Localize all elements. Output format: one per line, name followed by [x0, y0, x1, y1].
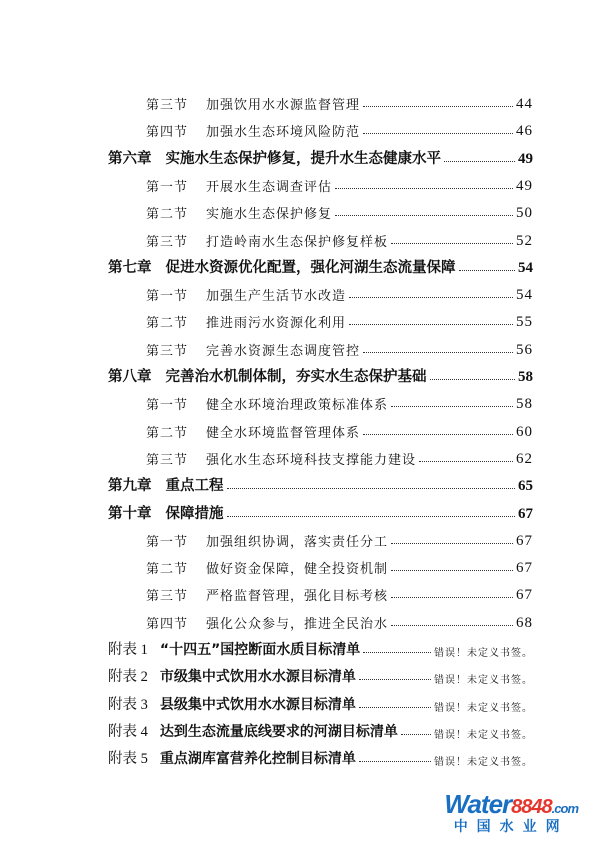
toc-entry-number: 第二节 [146, 316, 189, 332]
toc-entry-number: 第八章 [108, 369, 152, 385]
toc-entry-page: 65 [518, 478, 533, 495]
toc-entry-number: 第七章 [108, 259, 152, 276]
toc-entry-heading [146, 340, 360, 359]
toc-section-entry[interactable] [146, 91, 533, 113]
toc-entry-number: 第六章 [108, 150, 152, 167]
toc-entry-page: 46 [516, 123, 533, 140]
toc-entry-title: 市级集中式饮用水水源目标清单 [159, 669, 356, 686]
toc-chapter-entry[interactable] [108, 501, 533, 523]
toc-entry-page: 44 [516, 96, 533, 112]
toc-entry-number: 附表 3 [108, 696, 148, 713]
toc-entry-number: 附表 4 [108, 723, 148, 740]
toc-dot-leader [391, 624, 513, 626]
toc-dot-leader [391, 542, 513, 544]
toc-entry-page: 67 [516, 532, 533, 549]
toc-entry-title: 推进雨污水资源化利用 [206, 316, 347, 332]
toc-entry-number: 第三节 [146, 343, 189, 359]
toc-entry-title: 促进水资源优化配置，强化河湖生态流量保障 [165, 259, 456, 276]
toc-dot-leader [391, 242, 513, 244]
toc-section-entry[interactable] [146, 419, 533, 441]
toc-entry-title: 开展水生态调查评估 [206, 179, 333, 195]
toc-dot-leader [419, 460, 513, 462]
toc-section-entry[interactable] [146, 610, 533, 632]
toc-section-entry[interactable] [146, 446, 533, 468]
toc-section-entry[interactable] [146, 555, 533, 577]
toc-entry-page: 58 [516, 396, 533, 413]
toc-entry-title: 县级集中式饮用水水源目标清单 [159, 696, 356, 713]
toc-entry-heading [108, 747, 356, 768]
toc-dot-leader [363, 351, 513, 353]
toc-entry-title: 强化公众参与，推进全民治水 [206, 616, 389, 632]
toc-entry-heading [146, 94, 360, 113]
toc-entry-number: 第三节 [146, 589, 189, 605]
toc-dot-leader [359, 706, 431, 708]
toc-appendix-entry[interactable] [108, 637, 533, 659]
toc-entry-number: 第四节 [146, 125, 189, 141]
toc-entry-page: 错误！未定义书签。 [434, 702, 533, 714]
toc-entry-heading [146, 531, 388, 550]
toc-section-entry[interactable] [146, 528, 533, 550]
toc-entry-page: 60 [516, 423, 533, 440]
toc-entry-number: 第一节 [146, 398, 189, 414]
toc-entry-heading [146, 558, 388, 577]
toc-entry-heading [146, 585, 388, 604]
toc-dot-leader [430, 378, 516, 380]
toc-entry-title: 打造岭南水生态保护修复样板 [206, 234, 389, 250]
toc-dot-leader [391, 569, 513, 571]
toc-entry-heading [146, 312, 346, 331]
toc-entry-number: 附表 2 [108, 669, 148, 686]
toc-appendix-entry[interactable] [108, 692, 533, 714]
toc-dot-leader [391, 405, 513, 407]
watermark-logo-text: Water8848.com [444, 789, 578, 819]
toc-entry-title: 重点湖库富营养化控制目标清单 [159, 751, 356, 768]
toc-entry-number: 第四节 [146, 616, 189, 632]
toc-section-entry[interactable] [146, 282, 533, 304]
toc-entry-title: 严格监督管理，强化目标考核 [206, 589, 389, 605]
toc-chapter-entry[interactable] [108, 146, 533, 168]
toc-entry-number: 第二节 [146, 425, 189, 441]
toc-entry-heading [108, 638, 360, 659]
toc-entry-title: 实施水生态保护修复 [206, 207, 333, 223]
toc-entry-page: 67 [516, 560, 533, 577]
toc-entry-title: 保障措施 [165, 505, 224, 522]
toc-section-entry[interactable] [146, 582, 533, 604]
toc-entry-title: 重点工程 [165, 478, 224, 495]
toc-entry-title: 加强饮用水水源监督管理 [206, 98, 361, 113]
toc-dot-leader [359, 760, 431, 762]
toc-entry-page: 54 [516, 287, 533, 304]
toc-dot-leader [363, 433, 513, 435]
toc-entry-title: 完善治水机制体制，夯实水生态保护基础 [165, 369, 427, 385]
toc-entry-number: 第一节 [146, 534, 189, 550]
watermark-logo [444, 789, 578, 836]
toc-entry-heading [146, 121, 360, 140]
toc-dot-leader [227, 515, 516, 517]
toc-entry-title: 加强生产生活节水改造 [206, 289, 347, 305]
toc-entry-title: 健全水环境监督管理体系 [206, 425, 361, 441]
toc-entry-number: 第三节 [146, 98, 189, 113]
toc-entry-page: 错误！未定义书签。 [434, 729, 533, 741]
toc-section-entry[interactable] [146, 118, 533, 140]
toc-entry-heading [146, 285, 346, 304]
toc-dot-leader [391, 596, 513, 598]
toc-entry-page: 错误！未定义书签。 [434, 757, 533, 769]
toc-entry-number: 第二节 [146, 562, 189, 578]
toc-dot-leader [363, 651, 431, 653]
toc-entry-number: 第三节 [146, 234, 189, 250]
toc-section-entry[interactable] [146, 173, 533, 195]
toc-entry-title: 达到生态流量底线要求的河湖目标清单 [159, 723, 398, 740]
toc-entry-page: 67 [516, 587, 533, 604]
toc-entry-heading [108, 256, 456, 277]
toc-entry-number: 附表 1 [108, 642, 148, 658]
toc-entry-page: 58 [518, 369, 533, 385]
toc-entry-title: 强化水生态环境科技支撑能力建设 [206, 452, 417, 468]
toc-entry-heading [146, 449, 416, 468]
toc-entry-page: 49 [518, 150, 533, 167]
toc-entry-number: 第一节 [146, 179, 189, 195]
toc-entry-page: 62 [516, 450, 533, 467]
toc-entry-title: 加强水生态环境风险防范 [206, 125, 361, 141]
toc-dot-leader [349, 323, 513, 325]
toc-dot-leader [444, 160, 515, 162]
toc-entry-heading [146, 394, 388, 413]
toc-chapter-entry[interactable] [108, 473, 533, 495]
toc-entry-page: 49 [516, 177, 533, 194]
toc-entry-heading [108, 365, 427, 386]
toc-entry-title: 加强组织协调，落实责任分工 [206, 534, 389, 550]
toc-entry-heading [108, 665, 356, 686]
toc-entry-title: “十四五”国控断面水质目标清单 [159, 642, 361, 658]
toc-entry-page: 55 [516, 314, 533, 331]
toc-entry-number: 第二节 [146, 207, 189, 223]
toc-entry-number: 第九章 [108, 478, 152, 495]
toc-entry-number: 附表 5 [108, 751, 148, 768]
toc-entry-heading [108, 502, 224, 523]
toc-dot-leader [349, 296, 513, 298]
toc-entry-heading [146, 422, 360, 441]
toc-appendix-entry[interactable] [108, 664, 533, 686]
toc-entry-heading [108, 693, 356, 714]
toc-section-entry[interactable] [146, 200, 533, 222]
toc-chapter-entry[interactable] [108, 255, 533, 277]
toc-dot-leader [401, 733, 431, 735]
toc-appendix-entry[interactable] [108, 746, 533, 768]
toc-section-entry[interactable] [146, 337, 533, 359]
toc-dot-leader [363, 132, 513, 134]
toc-entry-heading [108, 147, 441, 168]
toc-entry-heading [146, 231, 388, 250]
toc-dot-leader [227, 487, 516, 489]
toc-entry-heading [146, 176, 332, 195]
toc-dot-leader [335, 187, 513, 189]
toc-dot-leader [363, 105, 513, 107]
toc-entry-heading [146, 203, 332, 222]
toc-entry-heading [108, 720, 398, 741]
toc-entry-page: 错误！未定义书签。 [434, 675, 533, 687]
toc-entry-page: 错误！未定义书签。 [434, 648, 533, 659]
toc-entry-page: 52 [516, 232, 533, 249]
toc-entry-title: 实施水生态保护修复，提升水生态健康水平 [165, 150, 441, 167]
toc-entry-page: 68 [516, 614, 533, 631]
toc-entry-page: 56 [516, 341, 533, 358]
toc-section-entry[interactable] [146, 309, 533, 331]
toc-entry-title: 完善水资源生态调度管控 [206, 343, 361, 359]
toc-entry-heading [108, 474, 224, 495]
toc-entry-page: 50 [516, 205, 533, 222]
toc-entry-heading [146, 613, 388, 632]
toc-entry-page: 54 [518, 259, 533, 276]
toc-entry-number: 第一节 [146, 289, 189, 305]
toc-section-entry[interactable] [146, 391, 533, 413]
toc-entry-number: 第十章 [108, 505, 152, 522]
watermark-subtitle: 中国水业网 [453, 819, 569, 835]
toc-entry-page: 67 [518, 505, 533, 522]
toc-dot-leader [459, 269, 516, 271]
toc-appendix-entry[interactable] [108, 719, 533, 741]
toc-entry-title: 健全水环境治理政策标准体系 [206, 398, 389, 414]
toc-entry-title: 做好资金保障，健全投资机制 [206, 562, 389, 578]
toc-entry-number: 第三节 [146, 452, 189, 468]
toc-section-entry[interactable] [146, 228, 533, 250]
toc-dot-leader [359, 678, 431, 680]
toc-dot-leader [335, 214, 513, 216]
toc-chapter-entry[interactable] [108, 364, 533, 386]
